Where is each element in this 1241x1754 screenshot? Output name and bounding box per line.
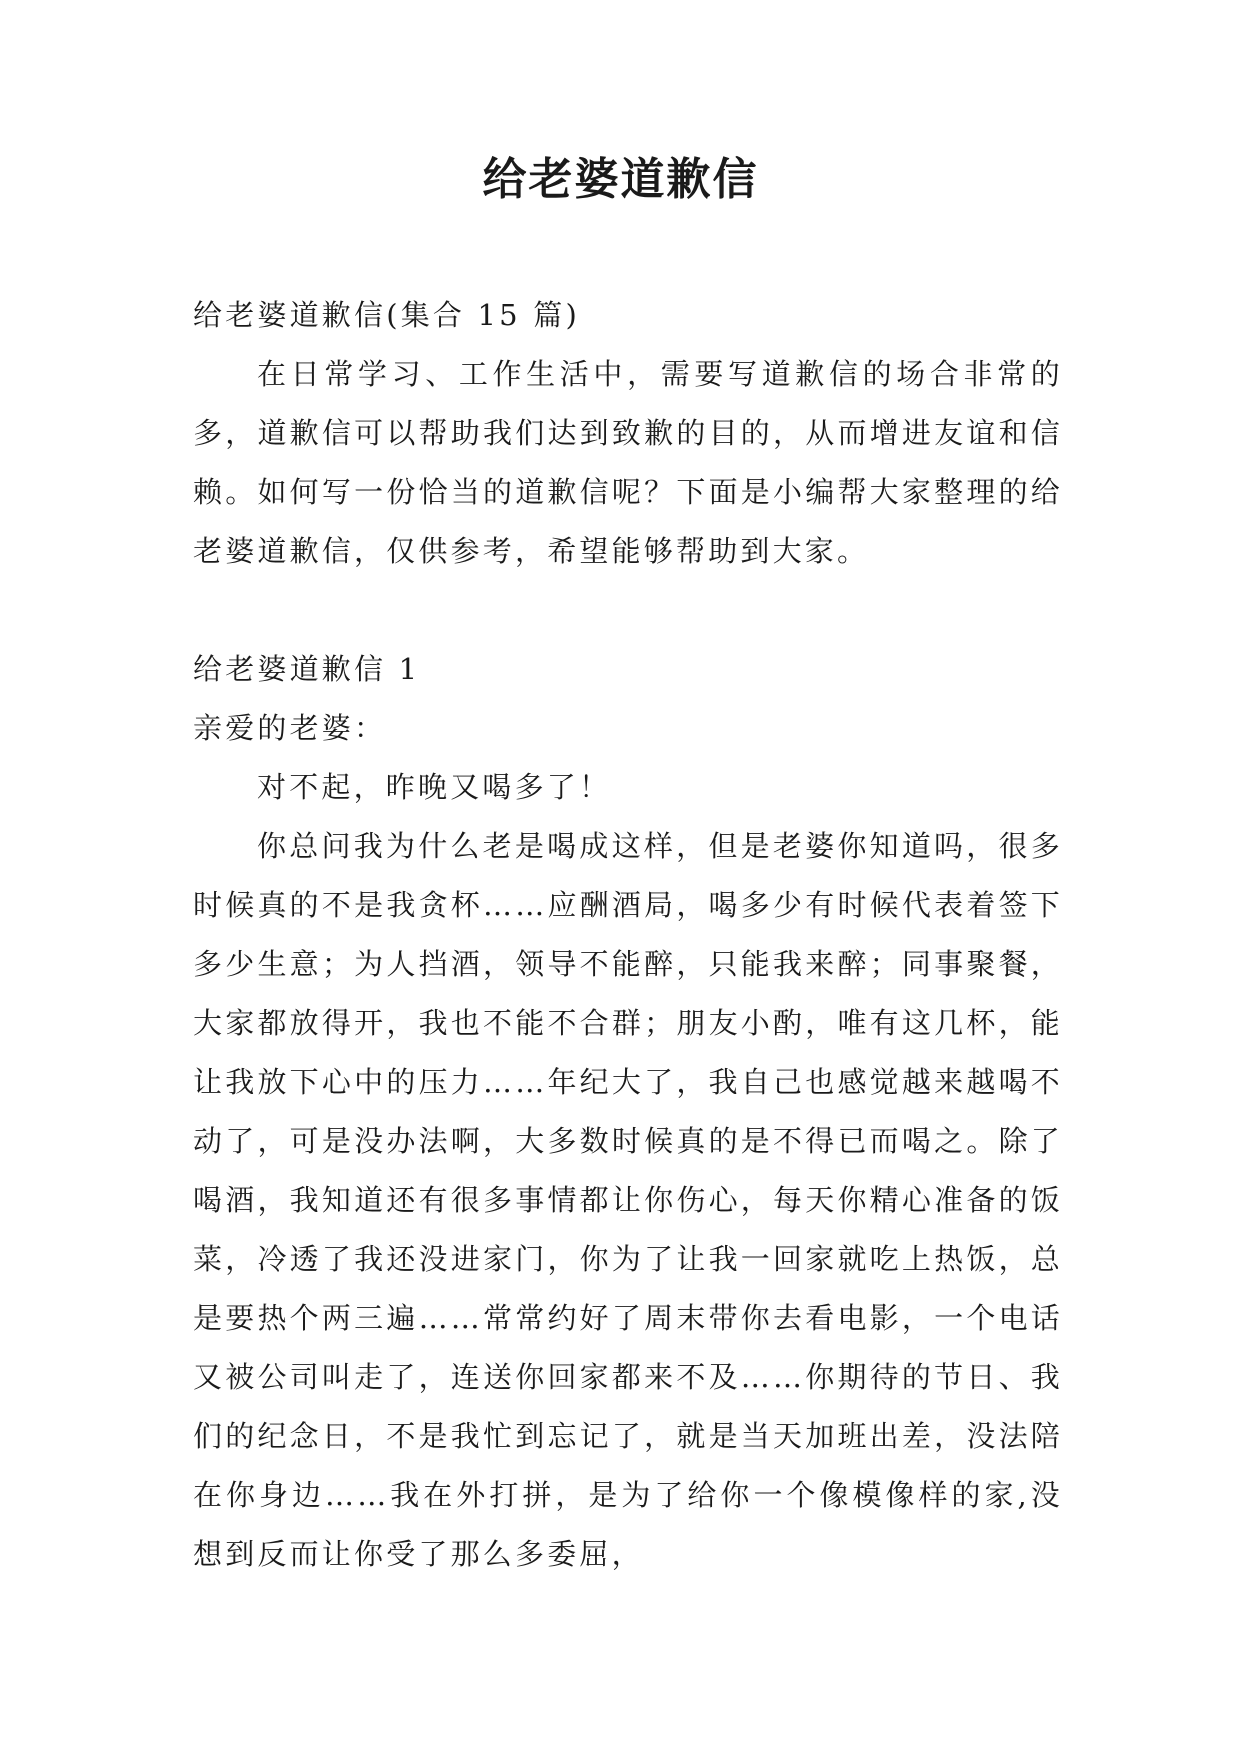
section-spacer [193,581,1063,640]
letter-paragraph: 你总问我为什么老是喝成这样，但是老婆你知道吗，很多时候真的不是我贪杯……应酬酒局，喝多少有时候代表着签下多少生意；为人挡酒，领导不能醉，只能我来醉；同事聚餐，大家都放得开，我也不能不合群；朋友小酌，唯有这几杯，能让我放下心中的压力……年纪大了，我自己也感觉越来越喝不动了，可是没办法啊，大多数时候真的是不得已而喝之。除了喝酒，我知道还有很多事情都让你伤心，每天你精心准备的饭菜，冷透了我还没进家门，你为了让我一回家就吃上热饭，总是要热个两三遍……常常约好了周末带你去看电影，一个电话又被公司叫走了，连送你回家都来不及……你期待的节日、我们的纪念日，不是我忙到忘记了，就是当天加班出差，没法陪在你身边……我在外打拼，是为了给你一个像模像样的家,没想到反而让你受了那么多委屈， [193,829,1063,1571]
collection-heading: 给老婆道歉信(集合 15 篇) [193,298,580,332]
letter-salutation: 亲爱的老婆： [193,711,387,745]
intro-paragraph: 在日常学习、工作生活中，需要写道歉信的场合非常的多，道歉信可以帮助我们达到致歉的目的，从而增进友谊和信赖。如何写一份恰当的道歉信呢？下面是小编帮大家整理的给老婆道歉信，仅供参考，希望能够帮助到大家。 [193,357,1063,568]
document-title: 给老婆道歉信 [482,154,759,205]
letter-paragraph: 对不起，昨晚又喝多了！ [257,770,612,804]
letter-heading: 给老婆道歉信 1 [193,652,421,686]
document-body [193,286,1063,1584]
